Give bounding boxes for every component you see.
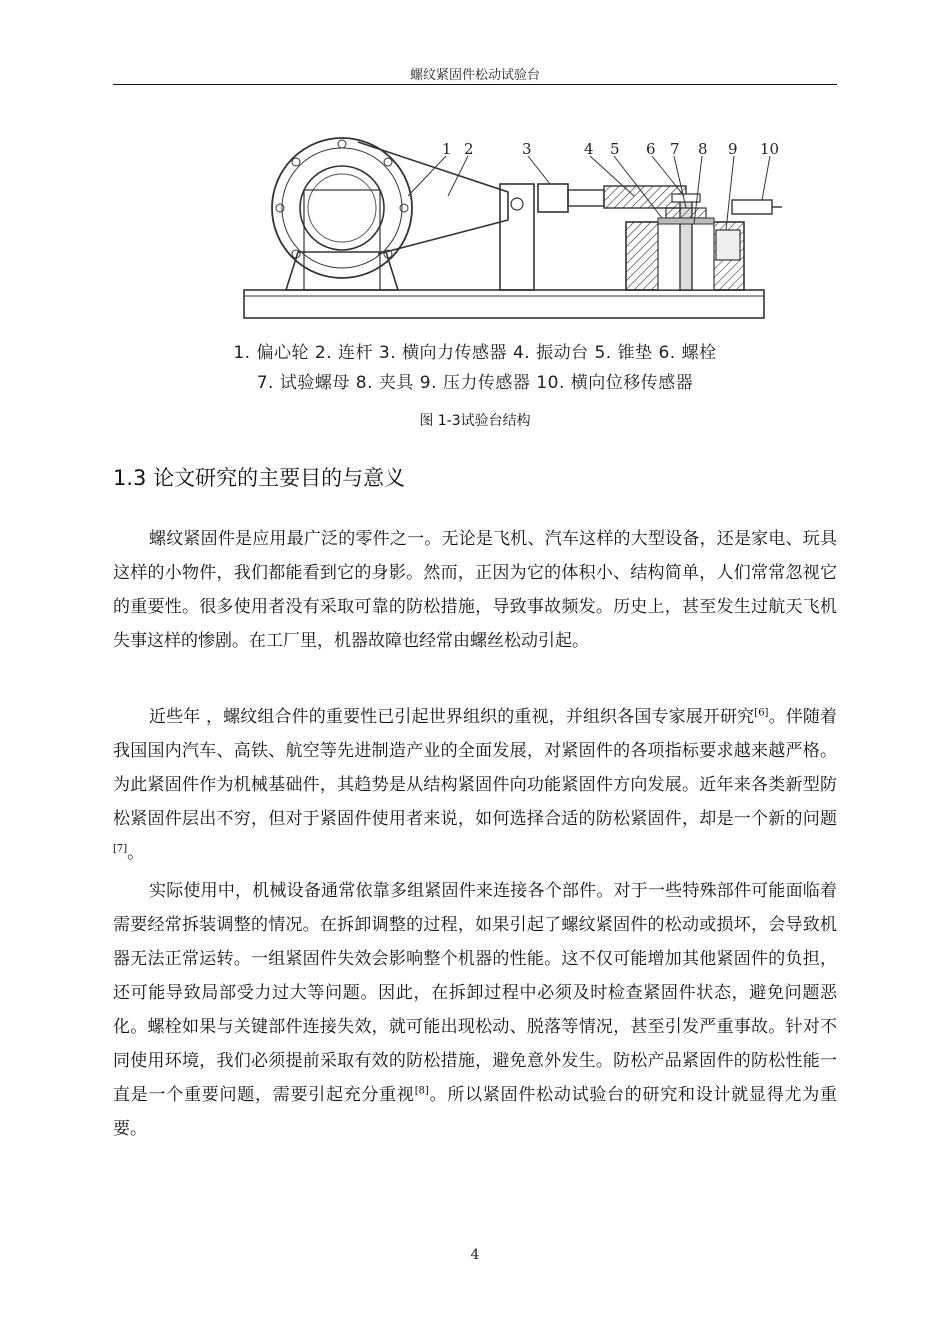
paragraph-2-text-a: 近些年 ，螺纹组合件的重要性已引起世界组织的重视，并组织各国专家展开研究	[149, 707, 755, 727]
paragraph-1	[113, 522, 837, 658]
base-plate	[244, 290, 764, 318]
paragraph-1-text: 螺纹紧固件是应用最广泛的零件之一。无论是飞机、汽车这样的大型设备，还是家电、玩具这样的小物件，我们都能看到它的身影。然而，正因为它的体积小、结构简单，人们常常忽视它的重要性。很多使用者没有采取可靠的防松措施，导致事故频发。历史上，甚至发生过航天飞机失事这样的惨剧。在工厂里，机器故障也经常由螺丝松动引起。	[113, 529, 837, 651]
figure-legend-line-1: 1. 偏心轮 2. 连杆 3. 横向力传感器 4. 振动台 5. 锥垫 6. 螺栓	[233, 343, 717, 363]
part-label-7: 7	[670, 140, 680, 158]
part-label-9: 9	[728, 140, 738, 158]
running-header: 螺纹紧固件松动试验台	[409, 68, 540, 83]
citation-6: [6]	[754, 707, 769, 719]
citation-8: [8]	[414, 1085, 429, 1097]
eccentric-wheel-inner	[300, 166, 384, 250]
part-label-10: 10	[760, 140, 780, 158]
test-rig-diagram	[238, 134, 783, 324]
test-nut	[666, 208, 706, 218]
rod-support	[500, 184, 534, 290]
transverse-force-sensor	[538, 184, 568, 212]
part-label-6: 6	[646, 140, 656, 158]
cone-washer	[658, 218, 714, 224]
header-rule	[113, 84, 837, 85]
displacement-sensor	[732, 200, 772, 214]
pressure-sensor	[716, 230, 740, 260]
part-label-5: 5	[610, 140, 620, 158]
part-label-1: 1	[442, 140, 452, 158]
paragraph-3-text-b: 。所以紧固件松动试验台的研究和设计就显得尤为重要。	[113, 1085, 838, 1139]
paragraph-2-text-b: 。伴随着我国国内汽车、高铁、航空等先进制造产业的全面发展，对紧固件的各项指标要求越来越严格。为此紧固件作为机械基础件，其趋势是从结构紧固件向功能紧固件方向发展。近年来各类新型防松紧固件层出不穷，但对于紧固件使用者来说，如何选择合适的防松紧固件，却是一个新的问题	[113, 707, 838, 829]
section-heading: 1.3 论文研究的主要目的与意义	[113, 466, 406, 490]
paragraph-2	[113, 700, 837, 870]
page-number: 4	[470, 1247, 480, 1263]
paragraph-2-text-c: 。	[127, 843, 145, 863]
part-label-4: 4	[584, 140, 594, 158]
figure-caption: 图 1-3试验台结构	[419, 413, 531, 429]
part-label-3: 3	[522, 140, 532, 158]
part-label-8: 8	[698, 140, 708, 158]
paragraph-3	[113, 874, 837, 1146]
figure-legend-line-2: 7. 试验螺母 8. 夹具 9. 压力传感器 10. 横向位移传感器	[256, 373, 694, 393]
citation-7: [7]	[113, 843, 128, 855]
part-label-2: 2	[464, 140, 474, 158]
paragraph-3-text-a: 实际使用中，机械设备通常依靠多组紧固件来连接各个部件。对于一些特殊部件可能面临着需要经常拆装调整的情况。在拆卸调整的过程，如果引起了螺纹紧固件的松动或损坏，会导致机器无法正常运转。一组紧固件失效会影响整个机器的性能。这不仅可能增加其他紧固件的负担，还可能导致局部受力过大等问题。因此，在拆卸过程中必须及时检查紧固件状态，避免问题恶化。螺栓如果与关键部件连接失效，就可能出现松动、脱落等情况，甚至引发严重事故。针对不同使用环境，我们必须提前采取有效的防松措施，避免意外发生。防松产品紧固件的防松性能一直是一个重要问题，需要引起充分重视	[113, 881, 837, 1105]
wheel-pedestal	[286, 252, 398, 290]
